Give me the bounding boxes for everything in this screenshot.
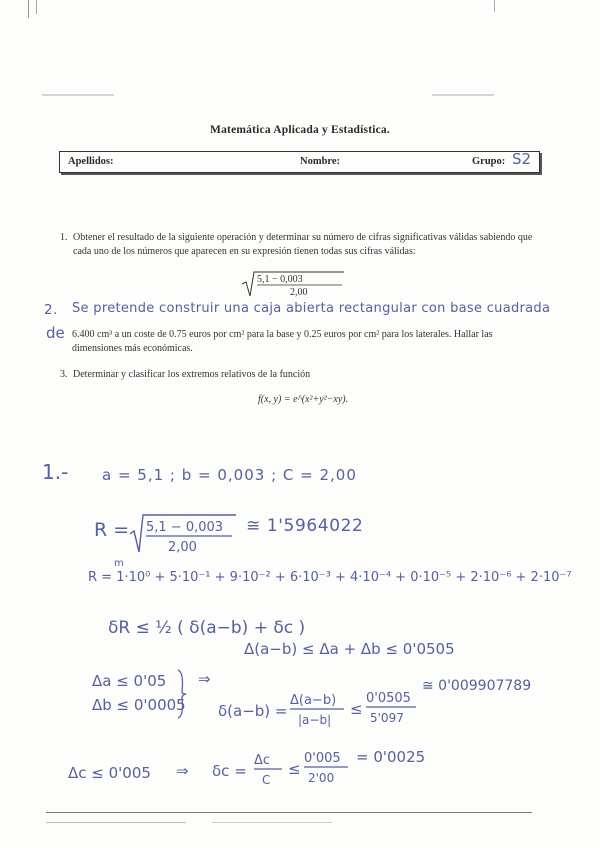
- delta-c-le: ≤: [288, 760, 301, 778]
- problem-number: 3.: [60, 369, 68, 380]
- problem-3-formula: f(x, y) = e^(x²+y²−xy).: [258, 394, 349, 405]
- problem-2-handwritten-line: Se pretende construir una caja abierta rectangular con base cuadrada: [72, 301, 551, 316]
- delta-c-denominator-2: 2'00: [308, 771, 335, 785]
- problem-text: Obtener el resultado de la siguiente operación y determinar su número de cifras significativas válidas sabiendo que cada uno de los números que aparecen en su expresión tienen todas sus cifras válidas:: [73, 232, 533, 257]
- delta-c-result: = 0'0025: [356, 748, 426, 766]
- solution-variables: a = 5,1 ; b = 0,003 ; C = 2,00: [102, 466, 357, 484]
- rel-ab-fraction-2: [364, 686, 420, 726]
- delta-r: δR ≤ ½ ( δ(a−b) + δc ): [108, 618, 306, 638]
- rel-ab-fraction: [288, 688, 348, 728]
- problem-1-formula: [240, 268, 350, 300]
- r-denominator: 2,00: [168, 540, 197, 555]
- scan-edge-mark: [36, 0, 37, 14]
- delta-c-denominator: C: [262, 773, 271, 787]
- student-info-box: [59, 151, 540, 173]
- r-numerator: 5,1 − 0,003: [146, 520, 224, 535]
- r-approx: ≅ 1'5964022: [246, 516, 364, 536]
- nombre-label: Nombre:: [300, 156, 341, 167]
- delta-ab: Δ(a−b) ≤ Δa + Δb ≤ 0'0505: [244, 640, 455, 658]
- page-title: Matemática Aplicada y Estadística.: [210, 124, 390, 136]
- scan-edge-mark: [28, 0, 29, 18]
- delta-b: Δb ≤ 0'0005: [92, 696, 186, 714]
- problem-2-handwritten-prefix: de: [46, 324, 65, 342]
- rel-ab-denominator-2: 5'097: [370, 711, 404, 725]
- formula-numerator: 5,1 − 0,003: [257, 274, 303, 285]
- faint-scan-mark: [42, 94, 114, 96]
- rel-ab-numerator: Δ(a−b): [290, 693, 337, 708]
- implies-arrow: ⇒: [198, 670, 211, 688]
- problem-text: Determinar y clasificar los extremos relativos de la función: [73, 369, 311, 380]
- delta-c-numerator: Δc: [254, 753, 271, 768]
- delta-c-fraction-2: [302, 746, 352, 786]
- delta-a: Δa ≤ 0'05: [92, 672, 167, 690]
- r-lhs: R =: [94, 519, 130, 541]
- delta-c-numerator-2: 0'005: [304, 751, 341, 766]
- faint-scan-mark: [46, 822, 186, 823]
- apellidos-label: Apellidos:: [68, 156, 114, 167]
- delta-c-fraction: [252, 748, 286, 788]
- r-expansion: R = 1·10⁰ + 5·10⁻¹ + 9·10⁻² + 6·10⁻³ + 4·10⁻⁴ + 0·10⁻⁵ + 2·10⁻⁶ + 2·10⁻⁷: [88, 570, 572, 585]
- formula-denominator: 2,00: [290, 287, 308, 298]
- problem-number: 1.: [60, 232, 68, 243]
- brace-mark: [176, 668, 188, 720]
- rel-ab-denominator: |a−b|: [298, 713, 332, 727]
- faint-scan-mark: [432, 94, 494, 96]
- rel-ab-le: ≤: [350, 700, 363, 718]
- solution-label: 1.-: [42, 460, 69, 484]
- rel-ab-lhs: δ(a−b) =: [218, 702, 288, 720]
- delta-c: Δc ≤ 0'005: [68, 764, 151, 782]
- r-sqrt: [128, 512, 240, 556]
- m-mark: m: [114, 558, 124, 569]
- problem-text: 6.400 cm³ a un coste de 0.75 euros por cm² para la base y 0.25 euros por cm² para los laterales. Hallar las dimensiones más económicas.: [72, 329, 493, 354]
- grupo-value: S2: [512, 150, 532, 168]
- rel-ab-result: ≅ 0'009907789: [422, 678, 532, 694]
- problem-2-handwritten-number: 2.: [44, 302, 58, 318]
- scan-edge-mark: [494, 0, 495, 12]
- grupo-label: Grupo:: [472, 156, 506, 167]
- bottom-rule: [46, 812, 532, 813]
- faint-scan-mark: [212, 822, 332, 823]
- delta-c-implies: ⇒: [176, 762, 189, 780]
- delta-c-lhs: δc =: [212, 762, 247, 780]
- rel-ab-numerator-2: 0'0505: [366, 691, 411, 706]
